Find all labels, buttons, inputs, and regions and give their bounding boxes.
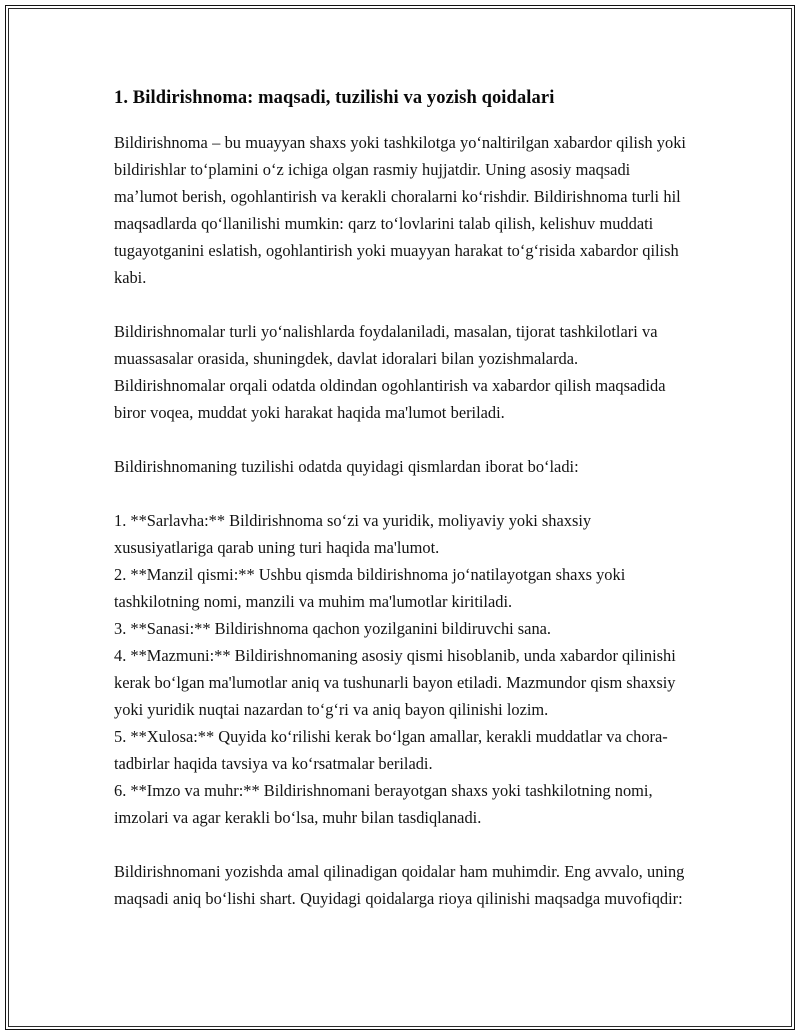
paragraph-closing: Bildirishnomani yozishda amal qilinadigan qoidalar ham muhimdir. Eng avvalo, uning maqsadi aniq boʻlishi shart. Quyidagi qoidalarga rioya qilinishi maqsadga muvofiqdir:: [114, 861, 685, 908]
list-item: 2. **Manzil qismi:** Ushbu qismda bildirishnoma joʻnatilayotgan shaxs yoki tashkilotning nomi, manzili va muhim ma'lumotlar kiritiladi.: [114, 564, 626, 611]
structure-list: [114, 507, 692, 831]
list-item: 3. **Sanasi:** Bildirishnoma qachon yozilganini bildiruvchi sana.: [114, 618, 552, 638]
list-item: 4. **Mazmuni:** Bildirishnomaning asosiy qismi hisoblanib, unda xabardor qilinishi kerak boʻlgan ma'lumotlar aniq va tushunarli bayon etiladi. Mazmundor qism shaxsiy yoki yuridik nuqtai nazardan toʻgʻri va aniq bayon qilinishi lozim.: [114, 645, 676, 719]
paragraph-intro: Bildirishnoma – bu muayyan shaxs yoki tashkilotga yoʻnaltirilgan xabardor qilish yoki bildirishlar toʻplamini oʻz ichiga olgan rasmiy hujjatdir. Uning asosiy maqsadi maʼlumot berish, ogohlantirish va kerakli choralarni koʻrishdir. Bildirishnoma turli hil maqsadlarda qoʻllanilishi mumkin: qarz toʻlovlarini talab qilish, kelishuv muddati tugayotganini eslatish, ogohlantirish yoki muayyan harakat toʻgʻrisida xabardor qilish kabi.: [114, 132, 686, 287]
paragraph-structure-lead: Bildirishnomaning tuzilishi odatda quyidagi qismlardan iborat boʻladi:: [114, 456, 579, 476]
list-item: 5. **Xulosa:** Quyida koʻrilishi kerak boʻlgan amallar, kerakli muddatlar va chora-tadbirlar haqida tavsiya va koʻrsatmalar beriladi.: [114, 726, 668, 773]
paragraph-usage: Bildirishnomalar turli yoʻnalishlarda foydalaniladi, masalan, tijorat tashkilotlari va muassasalar orasida, shuningdek, davlat idoralari bilan yozishmalarda. Bildirishnomalar orqali odatda oldindan ogohlantirish va xabardor qilish maqsadida biror voqea, muddat yoki harakat haqida ma'lumot beriladi.: [114, 321, 666, 422]
document-body: [114, 86, 692, 912]
list-item: 1. **Sarlavha:** Bildirishnoma soʻzi va yuridik, moliyaviy yoki shaxsiy xususiyatlariga qarab uning turi haqida ma'lumot.: [114, 510, 592, 557]
page-title: 1. Bildirishnoma: maqsadi, tuzilishi va yozish qoidalari: [114, 88, 555, 108]
list-item: 6. **Imzo va muhr:** Bildirishnomani berayotgan shaxs yoki tashkilotning nomi, imzolari va agar kerakli boʻlsa, muhr bilan tasdiqlanadi.: [114, 780, 653, 827]
scanned-page-sheet: [5, 5, 795, 1030]
